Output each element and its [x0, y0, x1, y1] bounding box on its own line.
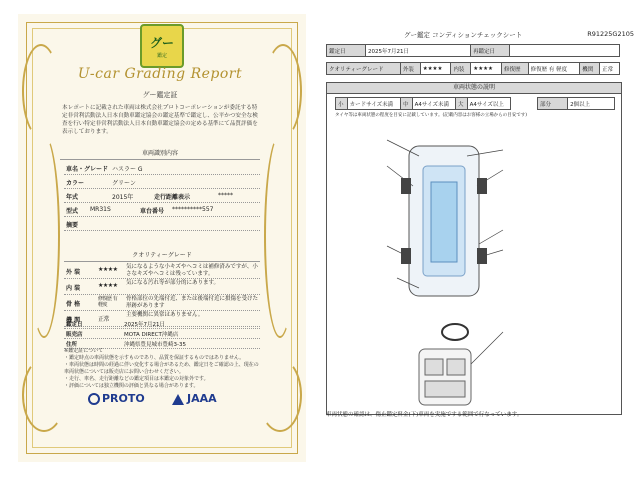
- vehicle-color-row: [64, 174, 260, 189]
- sheet-header-table: [326, 44, 620, 57]
- connector-line: [471, 332, 503, 364]
- sheet-engine-value: 正常: [600, 63, 620, 75]
- engine-grade: 正常: [98, 316, 110, 323]
- proto-mark-icon: [88, 393, 100, 405]
- remarks-row: [64, 216, 260, 231]
- sheet-title: グー鑑定 コンディションチェックシート: [404, 31, 523, 39]
- reinspection-label: 再鑑定日: [471, 45, 510, 57]
- certificate-subtitle: グー鑑定証: [142, 91, 178, 99]
- inspection-date-label: 鑑定日: [66, 322, 83, 328]
- front-right-seat: [447, 359, 465, 375]
- jaaa-logo: [172, 392, 217, 405]
- address-value: 沖縄県豊見城市豊崎3-35: [124, 342, 186, 348]
- sheet-interior-label: 内装: [451, 63, 471, 75]
- vehicle-color-value: グリーン: [112, 180, 136, 187]
- ornament-swirl: [258, 358, 302, 432]
- jaaa-logo-text: JAAA: [187, 392, 217, 405]
- exterior-description: 気になるような小キズやヘコミは補修済みですが、小さなキズやヘコミは残っています。: [126, 264, 258, 277]
- sheet-footer-note: 車両状態の確認は、傷止鑑定料金(下)車両を実施でする範囲で行なっています。: [326, 412, 523, 418]
- ornament-swirl: [264, 44, 302, 138]
- date-label: 鑑定日: [327, 45, 366, 57]
- certificate-title: U-car Grading Report: [77, 66, 243, 82]
- sheet-interior-stars: ★★★★: [471, 63, 502, 75]
- proto-logo: [88, 392, 145, 405]
- ornament-swirl: [22, 358, 66, 432]
- vehicle-name-value: ハスラー G: [112, 166, 143, 173]
- proto-logo-text: PROTO: [102, 392, 145, 405]
- remarks-label: 摘要: [66, 222, 79, 229]
- steering-wheel-icon: [442, 324, 468, 340]
- exterior-label: 外 装: [66, 269, 81, 276]
- interior-stars: ★★★★: [98, 282, 118, 289]
- car-topview-svg: [327, 94, 621, 414]
- size-medium-desc: A4サイズ未満: [412, 98, 455, 110]
- certificate-description: 本レポートに記載された車両は株式会社プロトコーポレーションが委託する特定非営利活動法人日本自動車鑑定協会の鑑定基準で鑑定し、公平かつ安全な検査を行い特定非営利活動法人日本自動車鑑定協会の定める基準にて品質評価を表示しております。: [62, 105, 258, 135]
- vehicle-year-label: 年式: [66, 194, 79, 201]
- badge-text: グー: [149, 36, 174, 50]
- quality-grade-title: クオリティーグレード: [64, 250, 260, 262]
- count-multiple-label: 2個以上: [568, 98, 615, 110]
- certificate-notes: ※鑑定証について ・鑑定時点の車両状態を示すものであり、品質を保証するものではありません。 ・車両状態は時間の経過に伴い変化する場合があるため、鑑定日をご確認の上、現在の車両状態については販売店にお問い合わせください。 ・走行、車名、走行距離などの鑑定項目は本鑑定の対象外です。 ・評価については独立機関の評価と異なる場合があります。: [64, 348, 259, 389]
- vehicle-model-label: 型式: [66, 208, 79, 215]
- goo-kantei-badge: [140, 24, 184, 68]
- mileage-label: 走行距離表示: [154, 194, 191, 201]
- frame-description: 骨格部位の先端付近、または後端付近に損傷を受けた形跡があります: [126, 296, 259, 309]
- damage-diagram: [326, 93, 622, 415]
- quality-frame-row: [64, 294, 260, 311]
- size-small-desc: カードサイズ未満: [347, 98, 401, 110]
- inspection-date-value: 2025年7月21日: [124, 322, 165, 328]
- dealer-label: 販売店: [66, 332, 83, 338]
- quality-label: クオリティーグレード: [327, 63, 401, 75]
- sheet-engine-label: 機関: [580, 63, 600, 75]
- jaaa-mark-icon: [172, 394, 184, 405]
- connector-line: [479, 230, 503, 244]
- damage-heading: 車両状態の説明: [326, 82, 622, 94]
- engine-label: 機 関: [66, 317, 81, 324]
- date-value: 2025年7月21日: [366, 45, 471, 57]
- quality-exterior-row: [64, 262, 260, 279]
- size-large-label: 大: [456, 98, 468, 110]
- vehicle-heading: 車両識別内容: [60, 148, 260, 160]
- sheet-repair-label: 修復歴: [501, 63, 528, 75]
- count-single-label: 部分: [538, 98, 568, 110]
- vehicle-color-label: カラー: [66, 180, 85, 187]
- sheet-exterior-label: 外装: [400, 63, 420, 75]
- rear-left-wheel: [401, 248, 411, 264]
- vehicle-model-row: [64, 202, 260, 217]
- sheet-id: R91225G2105: [587, 30, 634, 38]
- rear-seat: [425, 381, 465, 397]
- interior-label: 内 装: [66, 285, 81, 292]
- sheet-exterior-stars: ★★★★: [420, 63, 451, 75]
- size-medium-label: 中: [401, 98, 413, 110]
- dealer-value: MOTA DIRECT沖縄店: [124, 332, 179, 338]
- vehicle-year-value: 2015年: [112, 194, 134, 201]
- legend-note: タイヤ等は車両状態の程度を目安に記載しています。(記載内容はお客様の立場からの目安です): [335, 113, 528, 118]
- mileage-value: *****: [218, 192, 233, 199]
- chassis-value: **********557: [172, 206, 214, 213]
- vehicle-name-label: 車名・グレード: [66, 166, 109, 173]
- ornament-swirl: [22, 44, 60, 138]
- chassis-label: 車台番号: [140, 208, 165, 215]
- sheet-repair-value: 修復歴 有 軽度: [528, 63, 580, 75]
- exterior-stars: ★★★★: [98, 266, 118, 273]
- reinspection-value: [510, 45, 620, 57]
- vehicle-name-row: [64, 160, 260, 175]
- car-roof: [431, 182, 457, 262]
- address-label: 住所: [66, 342, 78, 348]
- vehicle-model-value: MR31S: [90, 206, 111, 213]
- vehicle-year-row: [64, 188, 260, 203]
- sheet-quality-table: [326, 62, 620, 75]
- engine-description: 主要機関に異常はありません。: [126, 312, 204, 318]
- badge-subtext: 鑑定: [156, 53, 167, 59]
- ornament-swirl: [28, 134, 60, 338]
- interior-description: 気になる汚れ等が部分的にあります。: [126, 280, 220, 286]
- size-large-desc: A4サイズ以上: [467, 98, 510, 110]
- frame-grade: 修復歴 有 軽度: [98, 296, 118, 308]
- rear-right-wheel: [477, 248, 487, 264]
- size-small-label: 小: [336, 98, 348, 110]
- quality-interior-row: [64, 278, 260, 295]
- frame-label: 骨 格: [66, 301, 81, 308]
- front-left-seat: [425, 359, 443, 375]
- ornament-swirl: [264, 134, 296, 338]
